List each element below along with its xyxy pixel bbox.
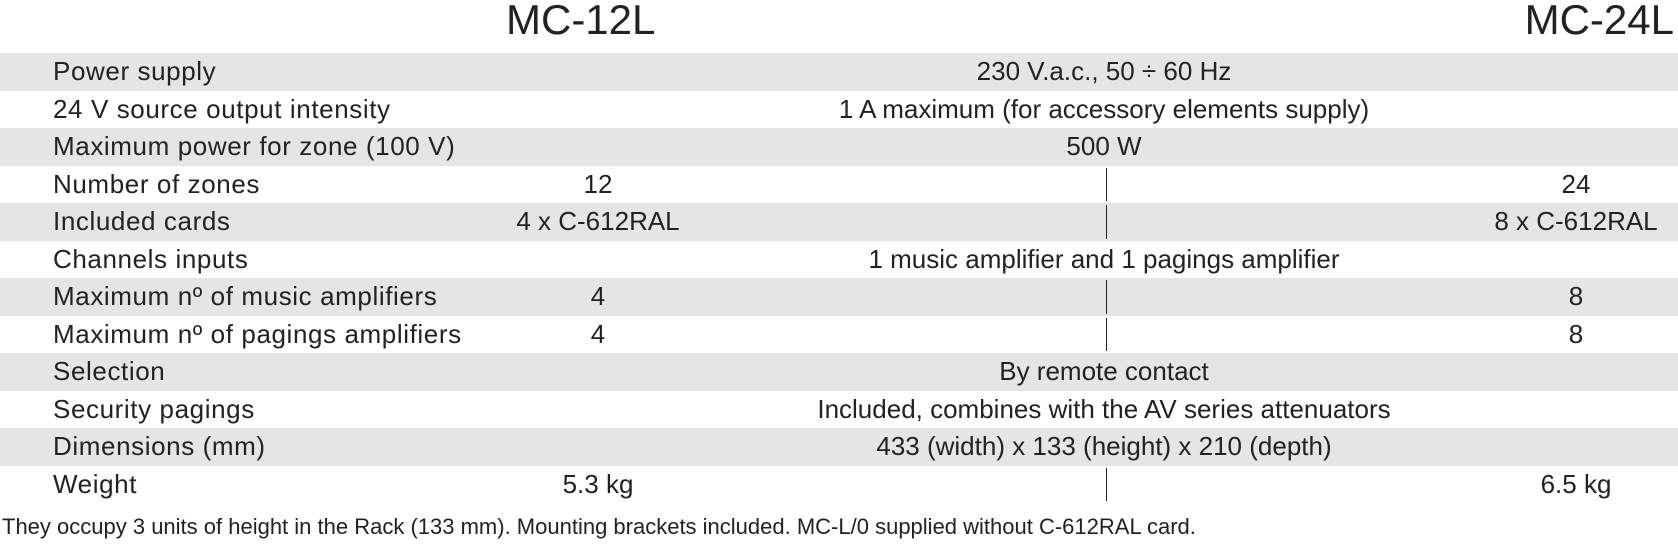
- spec-value-mc-24l: 8: [1568, 281, 1584, 311]
- spec-label: Maximum nº of pagings amplifiers: [53, 318, 462, 349]
- column-divider: [1106, 468, 1107, 502]
- spec-label: Included cards: [53, 206, 231, 236]
- spec-row-security-pagings: [0, 391, 1678, 429]
- spec-row-max-pagings-amplifiers: [0, 316, 1678, 354]
- spec-label: Maximum power for zone (100 V): [53, 131, 456, 161]
- column-divider: [1106, 280, 1107, 314]
- spec-value-mc-24l: 8 x C-612RAL: [1494, 206, 1658, 236]
- spec-label: Dimensions (mm): [53, 431, 266, 461]
- model-heading-mc-12l: MC-12L: [506, 0, 656, 43]
- spec-value-mc-12l: 4 x C-612RAL: [516, 206, 680, 236]
- spec-label: Channels inputs: [53, 243, 249, 274]
- spec-row-max-power-zone: [0, 128, 1678, 166]
- spec-row-source-output: [0, 91, 1678, 129]
- spec-value-mc-24l: 24: [1561, 168, 1591, 199]
- spec-value-mc-12l: 5.3 kg: [562, 468, 634, 499]
- spec-label: Security pagings: [53, 393, 255, 424]
- spec-row-channels-inputs: [0, 241, 1678, 279]
- spec-value-shared: 1 A maximum (for accessory elements supply): [838, 93, 1370, 124]
- spec-label: Selection: [53, 356, 166, 386]
- spec-row-max-music-amplifiers: [0, 278, 1678, 316]
- spec-value-shared: 1 music amplifier and 1 pagings amplifier: [868, 243, 1340, 274]
- spec-row-power-supply: [0, 53, 1678, 91]
- spec-label: 24 V source output intensity: [53, 93, 391, 124]
- spec-row-selection: [0, 353, 1678, 391]
- spec-value-shared: 500 W: [1066, 131, 1142, 161]
- spec-value-shared: 433 (width) x 133 (height) x 210 (depth): [876, 431, 1332, 461]
- spec-value-shared: By remote contact: [999, 356, 1209, 386]
- spec-label: Power supply: [53, 56, 217, 86]
- spec-value-shared: Included, combines with the AV series attenuators: [817, 393, 1391, 424]
- spec-value-mc-12l: 4: [590, 281, 606, 311]
- spec-row-number-of-zones: [0, 166, 1678, 204]
- spec-label: Number of zones: [53, 168, 260, 199]
- spec-value-mc-12l: 4: [590, 318, 606, 349]
- spec-row-weight: [0, 466, 1678, 504]
- model-heading-mc-24l: MC-24L: [1524, 0, 1674, 43]
- column-divider: [1106, 168, 1107, 202]
- spec-table: [0, 53, 1678, 503]
- spec-row-included-cards: [0, 203, 1678, 241]
- footnote: They occupy 3 units of height in the Rack (133 mm). Mounting brackets included. MC-L/0 supplied without C-612RAL card.: [2, 514, 1196, 539]
- spec-label: Weight: [53, 468, 138, 499]
- spec-label: Maximum nº of music amplifiers: [53, 281, 438, 311]
- spec-value-shared: 230 V.a.c., 50 ÷ 60 Hz: [976, 56, 1232, 86]
- spec-value-mc-24l: 8: [1568, 318, 1584, 349]
- column-divider: [1106, 318, 1107, 352]
- spec-row-dimensions: [0, 428, 1678, 466]
- column-divider: [1106, 205, 1107, 239]
- spec-value-mc-12l: 12: [583, 168, 613, 199]
- spec-value-mc-24l: 6.5 kg: [1540, 468, 1612, 499]
